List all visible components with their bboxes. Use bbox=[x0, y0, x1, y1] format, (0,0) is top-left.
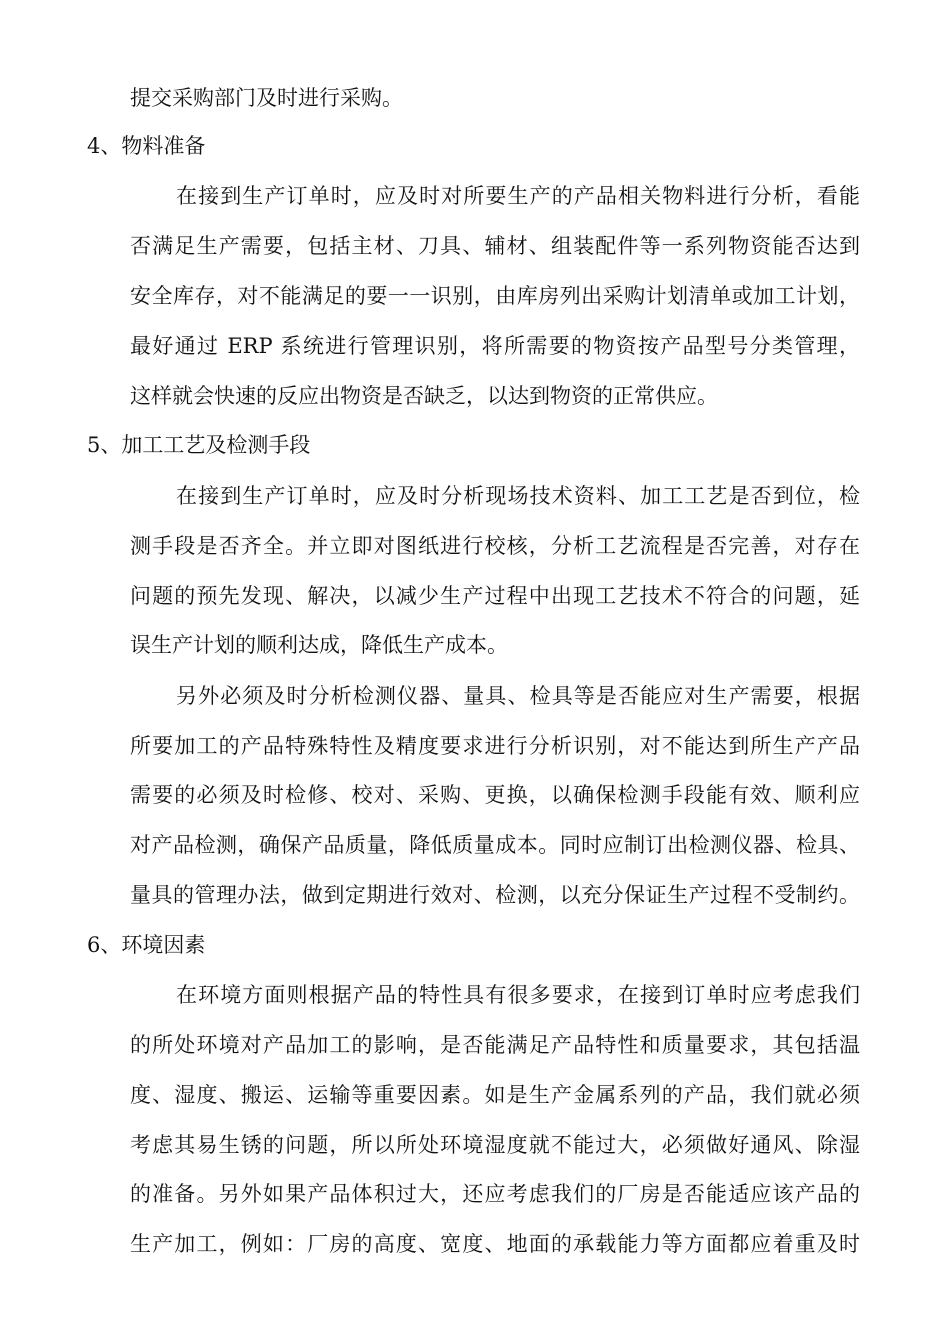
paragraph-line: 否满足生产需要，包括主材、刀具、辅材、组装配件等一系列物资能否达到 bbox=[130, 234, 860, 258]
paragraph-line: 的准备。另外如果产品体积过大，还应考虑我们的厂房是否能适应该产品的 bbox=[130, 1182, 860, 1206]
paragraph-line: 的所处环境对产品加工的影响，是否能满足产品特性和质量要求，其包括温 bbox=[130, 1033, 860, 1057]
paragraph-line: 提交采购部门及时进行采购。 bbox=[130, 86, 403, 110]
paragraph-line: 所要加工的产品特殊特性及精度要求进行分析识别，对不能达到所生产产品 bbox=[130, 734, 860, 758]
paragraph-line: 另外必须及时分析检测仪器、量具、检具等是否能应对生产需要，根据 bbox=[176, 684, 860, 708]
section-heading-6: 6、环境因素 bbox=[87, 933, 206, 957]
paragraph-line: 在接到生产订单时，应及时对所要生产的产品相关物料进行分析，看能 bbox=[176, 184, 860, 208]
paragraph-line: 生产加工，例如：厂房的高度、宽度、地面的承载能力等方面都应着重及时 bbox=[130, 1232, 860, 1256]
section-heading-5: 5、加工工艺及检测手段 bbox=[87, 433, 311, 457]
paragraph-line: 误生产计划的顺利达成，降低生产成本。 bbox=[130, 633, 508, 657]
paragraph-line: 问题的预先发现、解决，以减少生产过程中出现工艺技术不符合的问题，延 bbox=[130, 584, 860, 608]
paragraph-line: 这样就会快速的反应出物资是否缺乏，以达到物资的正常供应。 bbox=[130, 384, 718, 408]
paragraph-line: 对产品检测，确保产品质量，降低质量成本。同时应制订出检测仪器、检具、 bbox=[130, 833, 860, 857]
paragraph-line: 测手段是否齐全。并立即对图纸进行校核，分析工艺流程是否完善，对存在 bbox=[130, 534, 860, 558]
paragraph-line: 在接到生产订单时，应及时分析现场技术资料、加工工艺是否到位，检 bbox=[176, 484, 860, 508]
paragraph-line: 安全库存，对不能满足的要一一识别，由库房列出采购计划清单或加工计划， bbox=[130, 284, 860, 308]
paragraph-line: 量具的管理办法，做到定期进行效对、检测，以充分保证生产过程不受制约。 bbox=[130, 883, 860, 907]
paragraph-line: 考虑其易生锈的问题，所以所处环境湿度就不能过大，必须做好通风、除湿 bbox=[130, 1133, 860, 1157]
section-heading-4: 4、物料准备 bbox=[87, 134, 206, 158]
paragraph-line: 最好通过 ERP 系统进行管理识别，将所需要的物资按产品型号分类管理， bbox=[130, 334, 860, 358]
paragraph-line: 在环境方面则根据产品的特性具有很多要求，在接到订单时应考虑我们 bbox=[176, 983, 860, 1007]
paragraph-line: 需要的必须及时检修、校对、采购、更换，以确保检测手段能有效、顺利应 bbox=[130, 783, 860, 807]
paragraph-line: 度、湿度、搬运、运输等重要因素。如是生产金属系列的产品，我们就必须 bbox=[130, 1083, 860, 1107]
